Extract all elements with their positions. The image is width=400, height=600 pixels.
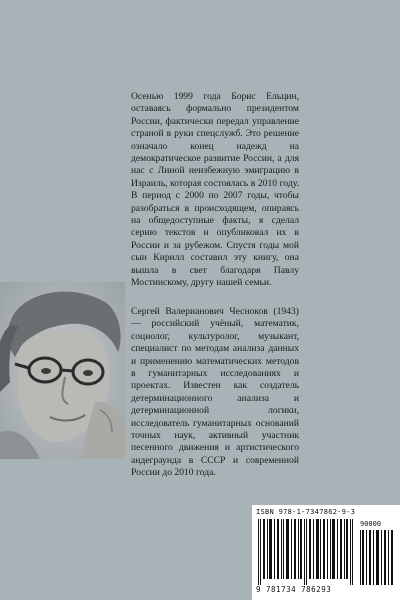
ean-digits: 9 781734 786293 (256, 585, 332, 594)
author-bio-text: Сергей Валерианович Чесноков (1943) — российский учёный, математик, социолог, культуролог, музыкант, специалист по методам анализа данных и применению математических методов в гуманитарных исследованиях и проектах. Известен как создатель детерминационного анализа и детерминационной логики, исследователь гуманитарных оснований точных наук, активный участник песенного движения и артистического андеграунда в СССР и современной России до 2010 года. (131, 306, 299, 479)
blurb-text: Осенью 1999 года Борис Ельцин, оставаясь формально президентом России, фактически передал управление страной в руки спецслужб. Это решение означало конец надежд на демократическое развитие России, а для нас с Линой неизбежную эмиграцию в Израиль, которая состоялась в 2010 году. В период с 2000 по 2007 годы, чтобы разобраться в происходящем, опираясь на общедоступные факты, я сделал серию текстов и опубликовал их в России и за рубежом. Спустя годы мой сын Кирилл составил эту книгу, она вышла в свет благодаря Павлу Мостинскому, другу нашей семьи. (131, 91, 299, 289)
addon-barcode-bars (360, 530, 396, 585)
isbn-barcode (252, 505, 400, 600)
price-code: 90000 (360, 520, 382, 528)
author-photo (0, 282, 125, 459)
isbn-label: ISBN 978-1-7347862-9-3 (256, 508, 356, 516)
ean-barcode-bars (258, 519, 358, 585)
